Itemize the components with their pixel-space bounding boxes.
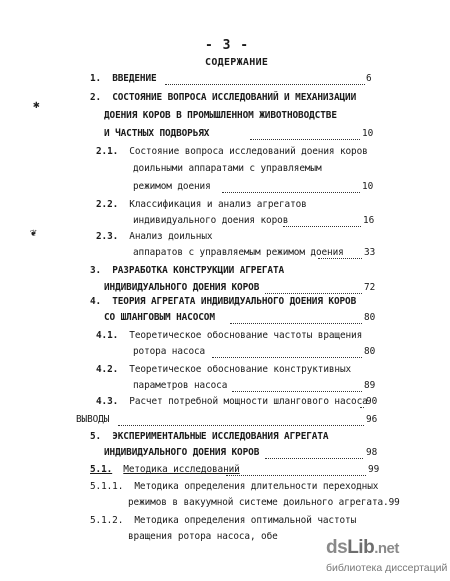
contents-title: СОДЕРЖАНИЕ xyxy=(205,57,269,68)
leader-dots xyxy=(265,293,362,294)
toc-entry-2-line2: ДОЕНИЯ КОРОВ В ПРОМЫШЛЕННОМ ЖИВОТНОВОДСТВЕ xyxy=(104,110,337,121)
toc-entry-2-3: 2.3. Анализ доильных xyxy=(96,231,213,242)
toc-entry-2-line3: И ЧАСТНЫХ ПОДВОРЬЯХ xyxy=(104,128,210,139)
toc-entry-1: 1. ВВЕДЕНИЕ xyxy=(90,73,157,84)
toc-page: 99 xyxy=(368,464,380,475)
toc-entry-5-1-1-line2: режимов в вакуумной системе доильного агрегата.99 xyxy=(128,497,400,508)
toc-entry-5-1-2: 5.1.2. Методика определения оптимальной частоты xyxy=(90,515,357,526)
watermark-subtitle: библиотека диссертаций xyxy=(326,562,448,574)
toc-entry-2-2-line2: индивидуального доения коров xyxy=(133,215,289,226)
toc-entry-3-line2: ИНДИВИДУАЛЬНОГО ДОЕНИЯ КОРОВ xyxy=(104,282,260,293)
toc-entry-2-1-line3: режимом доения xyxy=(133,181,211,192)
toc-page: 98 xyxy=(366,447,378,458)
toc-entry-4-2-line2: параметров насоса xyxy=(133,380,228,391)
toc-entry-5-1: 5.1. Методика исследований xyxy=(90,464,240,475)
leader-dots xyxy=(360,407,364,408)
leader-dots xyxy=(222,192,360,193)
leader-dots xyxy=(250,139,360,140)
toc-page: 33 xyxy=(364,247,376,258)
toc-entry-4-1: 4.1. Теоретическое обоснование частоты вращения xyxy=(96,330,363,341)
leader-dots xyxy=(265,458,363,459)
toc-page: 80 xyxy=(364,346,376,357)
toc-page: 72 xyxy=(364,282,376,293)
leader-dots xyxy=(212,357,362,358)
leader-dots xyxy=(318,258,362,259)
toc-entry-2-1: 2.1. Состояние вопроса исследований доения коров xyxy=(96,146,368,157)
margin-mark-icon: ❦ xyxy=(30,226,37,239)
leader-dots xyxy=(226,475,366,476)
toc-entry-4-3: 4.3. Расчет потребной мощности шлангового насоса xyxy=(96,396,368,407)
leader-dots xyxy=(232,391,362,392)
leader-dots xyxy=(283,226,361,227)
toc-page: 96 xyxy=(366,414,378,425)
leader-dots xyxy=(230,323,362,324)
toc-entry-5-1-2-line2: вращения ротора насоса, обе xyxy=(128,531,278,542)
dslib-watermark xyxy=(326,537,448,579)
toc-entry-conclusions: ВЫВОДЫ xyxy=(76,414,110,425)
leader-dots xyxy=(165,84,365,85)
toc-entry-4-line2: СО ШЛАНГОВЫМ НАСОСОМ xyxy=(104,312,215,323)
dslib-logo: dsLib.net xyxy=(326,537,399,558)
toc-entry-2-1-line2: доильными аппаратами с управляемым xyxy=(133,163,322,174)
toc-entry-2-3-line2: аппаратов с управляемым режимом доения xyxy=(133,247,344,258)
toc-entry-4-2: 4.2. Теоретическое обоснование конструктивных xyxy=(96,364,352,375)
toc-entry-4-1-line2: ротора насоса xyxy=(133,346,206,357)
toc-entry-5: 5. ЭКСПЕРИМЕНТАЛЬНЫЕ ИССЛЕДОВАНИЯ АГРЕГАТА xyxy=(90,431,329,442)
toc-entry-2-2: 2.2. Классификация и анализ агрегатов xyxy=(96,199,307,210)
toc-page: 10 xyxy=(362,128,374,139)
toc-entry-5-1-1: 5.1.1. Методика определения длительности переходных xyxy=(90,481,379,492)
toc-page: 80 xyxy=(364,312,376,323)
toc-page: 10 xyxy=(362,181,374,192)
toc-page: 89 xyxy=(364,380,376,391)
toc-entry-4: 4. ТЕОРИЯ АГРЕГАТА ИНДИВИДУАЛЬНОГО ДОЕНИЯ КОРОВ xyxy=(90,296,357,307)
toc-page: 16 xyxy=(363,215,375,226)
leader-dots xyxy=(118,425,364,426)
margin-mark-icon: ✱ xyxy=(33,98,40,111)
page-number: - 3 - xyxy=(205,38,250,53)
toc-entry-2: 2. СОСТОЯНИЕ ВОПРОСА ИССЛЕДОВАНИЙ И МЕХАНИЗАЦИИ xyxy=(90,92,357,103)
toc-page: 90 xyxy=(366,396,378,407)
toc-page: 6 xyxy=(366,73,372,84)
toc-entry-3: 3. РАЗРАБОТКА КОНСТРУКЦИИ АГРЕГАТА xyxy=(90,265,285,276)
toc-entry-5-line2: ИНДИВИДУАЛЬНОГО ДОЕНИЯ КОРОВ xyxy=(104,447,260,458)
